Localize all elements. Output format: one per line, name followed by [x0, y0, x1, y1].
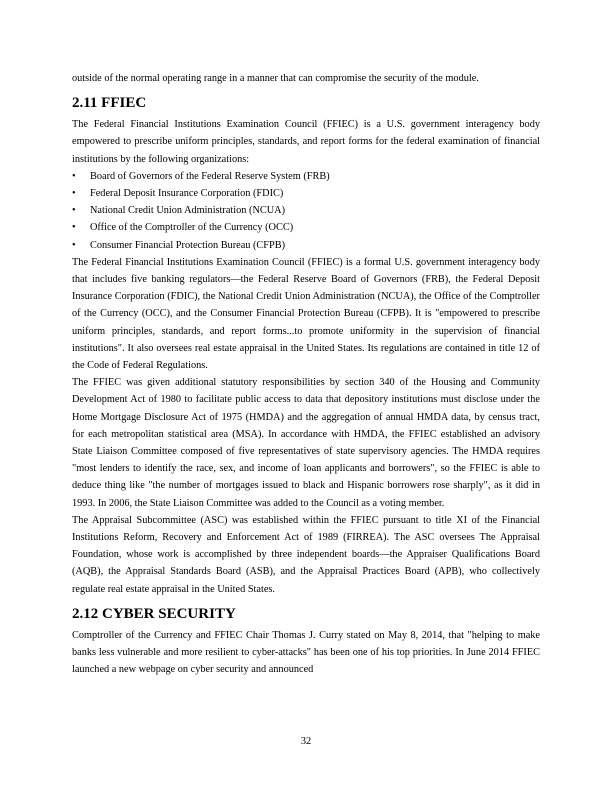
- section-heading-ffiec: 2.11 FFIEC: [72, 95, 147, 112]
- document-body: [72, 70, 540, 679]
- intro-paragraph-tail: outside of the normal operating range in a manner that can compromise the security of the module.: [72, 73, 479, 84]
- ffiec-paragraph-4: The Appraisal Subcommittee (ASC) was established within the FFIEC pursuant to title XI of the Financial Institutions Reform, Recovery and Enforcement Act of 1989 (FIRREA). The ASC oversees The Appraisal Foundation, whose work is accomplished by three independent boards—the Appraiser Qualifications Board (AQB), the Appraisal Standards Board (ASB), and the Appraisal Practices Board (APB), who collectively regulate real estate appraisal in the United States.: [72, 514, 540, 595]
- ffiec-paragraph-1: The Federal Financial Institutions Examination Council (FFIEC) is a U.S. government interagency body empowered to prescribe uniform principles, standards, and report forms for the federal examination of financial institutions by the following organizations:: [72, 119, 540, 165]
- ffiec-member-list: [72, 168, 540, 254]
- list-item: • Office of the Comptroller of the Currency (OCC): [72, 219, 540, 236]
- list-item: • Consumer Financial Protection Bureau (CFPB): [72, 237, 540, 254]
- list-item: • Board of Governors of the Federal Reserve System (FRB): [72, 168, 540, 185]
- section-heading-cyber-security: 2.12 CYBER SECURITY: [72, 605, 236, 622]
- ffiec-paragraph-3: The FFIEC was given additional statutory responsibilities by section 340 of the Housing and Community Development Act of 1980 to facilitate public access to data that depository institutions must disclose under the Home Mortgage Disclosure Act of 1975 (HMDA) and the aggregation of annual HMDA data, by census tract, for each metropolitan statistical area (MSA). In accordance with HMDA, the FFIEC established an advisory State Liaison Committee composed of five representatives of state supervisory agencies. The HMDA requires "most lenders to identify the race, sex, and income of loan applicants and borrowers", so the FFIEC is able to deduce thing like "the number of mortgages issued to black and Hispanic borrowers rose sharply", as it did in 1993. In 2006, the State Liaison Committee was added to the Council as a voting member.: [72, 377, 540, 509]
- page-number: 32: [300, 736, 312, 747]
- ffiec-paragraph-2: The Federal Financial Institutions Examination Council (FFIEC) is a formal U.S. government interagency body that includes five banking regulators—the Federal Reserve Board of Governors (FRB), the Federal Deposit Insurance Corporation (FDIC), the National Credit Union Administration (NCUA), the Office of the Comptroller of the Currency (OCC), and the Consumer Financial Protection Bureau (CFPB). It is "empowered to prescribe uniform principles, standards, and report forms...to promote uniformity in the supervision of financial institutions". It also oversees real estate appraisal in the United States. Its regulations are contained in title 12 of the Code of Federal Regulations.: [72, 256, 540, 372]
- list-item: • National Credit Union Administration (NCUA): [72, 202, 540, 219]
- cyber-security-paragraph-1: Comptroller of the Currency and FFIEC Chair Thomas J. Curry stated on May 8, 2014, that "helping to make banks less vulnerable and more resilient to cyber-attacks" has been one of his top priorities. In June 2014 FFIEC launched a new webpage on cyber security and announced: [72, 629, 540, 676]
- list-item: • Federal Deposit Insurance Corporation (FDIC): [72, 185, 540, 202]
